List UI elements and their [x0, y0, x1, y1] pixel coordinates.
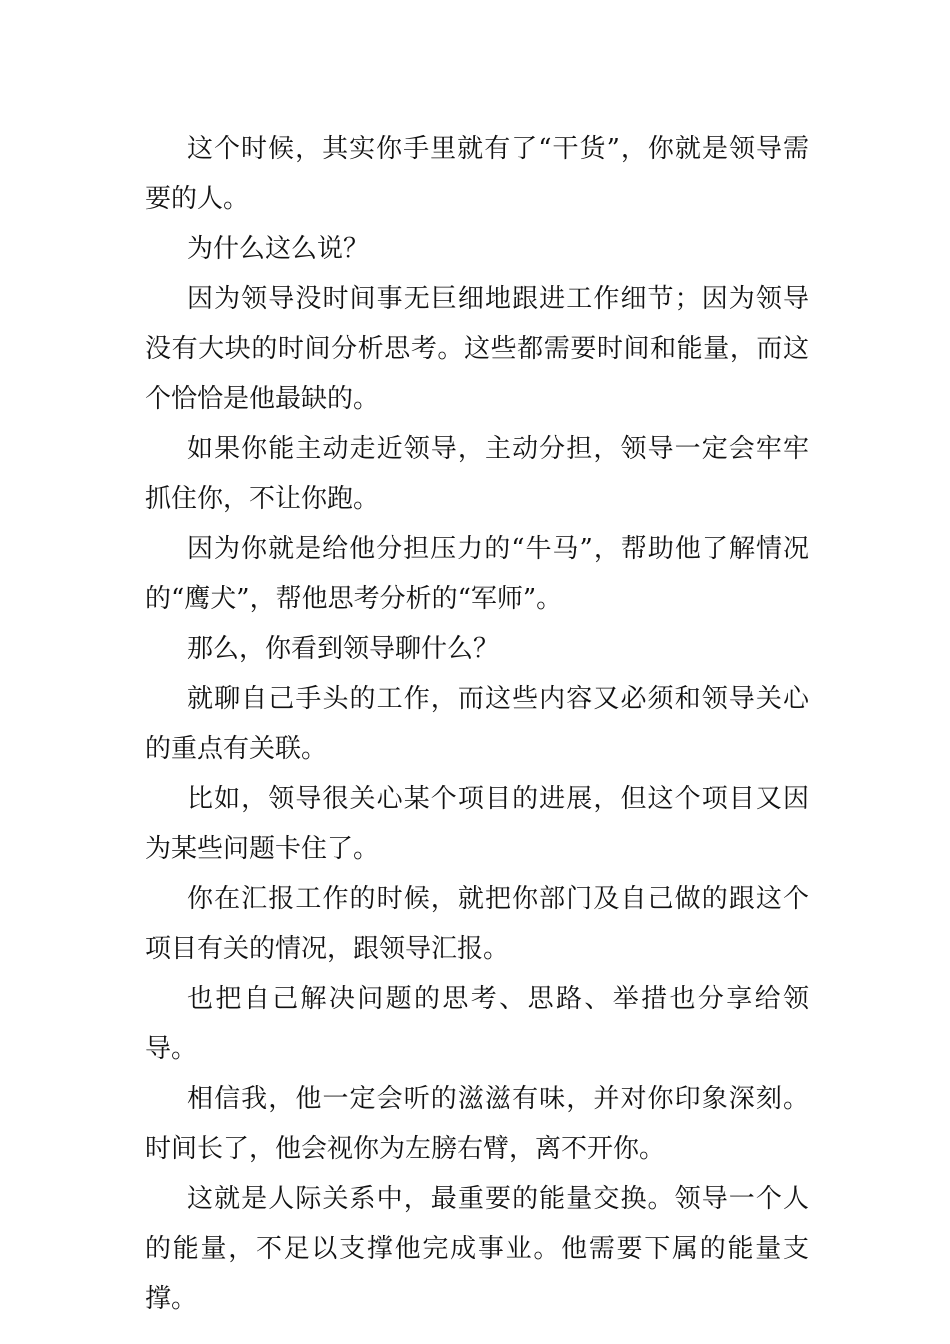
document-page	[145, 124, 809, 1324]
paragraph: 为什么这么说？	[187, 234, 370, 264]
paragraph: 因为领导没时间事无巨细地跟进工作细节；因为领导没有大块的时间分析思考。这些都需要时间和能量，而这个恰恰是他最缺的。	[145, 284, 809, 414]
paragraph: 因为你就是给他分担压力的“牛马”，帮助他了解情况的“鹰犬”，帮他思考分析的“军师”。	[145, 534, 809, 614]
paragraph: 那么，你看到领导聊什么？	[187, 634, 500, 664]
paragraph: 就聊自己手头的工作，而这些内容又必须和领导关心的重点有关联。	[145, 684, 809, 764]
paragraph: 也把自己解决问题的思考、思路、举措也分享给领导。	[145, 984, 809, 1064]
paragraph: 你在汇报工作的时候，就把你部门及自己做的跟这个项目有关的情况，跟领导汇报。	[145, 884, 809, 964]
paragraph: 相信我，他一定会听的滋滋有味，并对你印象深刻。时间长了，他会视你为左膀右臂，离不开你。	[145, 1084, 809, 1164]
paragraph: 如果你能主动走近领导，主动分担，领导一定会牢牢抓住你，不让你跑。	[145, 434, 809, 514]
paragraph: 这个时候，其实你手里就有了“干货”，你就是领导需要的人。	[145, 134, 809, 214]
paragraph: 比如，领导很关心某个项目的进展，但这个项目又因为某些问题卡住了。	[145, 784, 809, 864]
paragraph: 这就是人际关系中，最重要的能量交换。领导一个人的能量，不足以支撑他完成事业。他需要下属的能量支撑。	[145, 1184, 809, 1314]
